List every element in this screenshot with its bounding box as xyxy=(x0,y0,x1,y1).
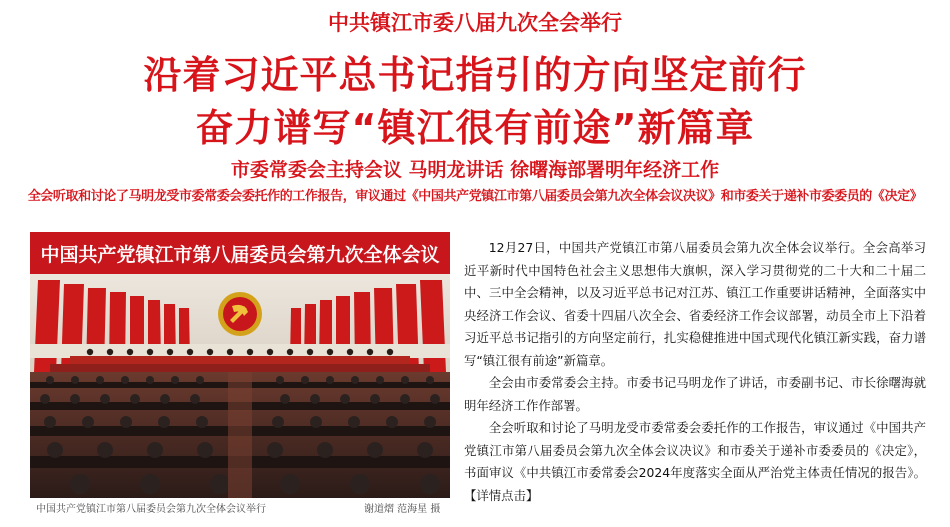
subheadline: 市委常委会主持会议 马明龙讲话 徐曙海部署明年经济工作 xyxy=(230,159,720,181)
article-paragraph-3-text: 全会听取和讨论了马明龙受市委常委会委托作的工作报告，审议通过《中国共产党镇江市第八届委员会第九次全体会议决议》和市委关于递补市委委员的《决定》，书面审议《中共镇江市委常委会2024年度落实全面从严治党主体责任情况的报告》。 xyxy=(464,420,926,480)
article-paragraph-3 xyxy=(464,417,926,507)
photo-credit: 谢道熠 范海星 摄 xyxy=(364,504,441,515)
headline-line-1: 沿着习近平总书记指引的方向坚定前行 xyxy=(143,53,807,97)
meeting-photo xyxy=(30,232,450,498)
photo-caption: 中国共产党镇江市第八届委员会第九次全体会议举行 xyxy=(36,504,266,515)
deck-summary: 全会听取和讨论了马明龙受市委常委会委托作的工作报告，审议通过《中国共产党镇江市第八届委员会第九次全体会议决议》和市委关于递补市委委员的《决定》 xyxy=(27,189,923,204)
article-paragraph-2: 全会由市委常委会主持。市委书记马明龙作了讲话，市委副书记、市长徐曙海就明年经济工作作部署。 xyxy=(464,375,926,413)
headline-line-2: 奋力谱写“镇江很有前途”新篇章 xyxy=(195,106,755,150)
article-paragraph-1: 12月27日，中国共产党镇江市第八届委员会第九次全体会议举行。全会高举习近平新时代中国特色社会主义思想伟大旗帜，深入学习贯彻党的二十大和二十届二中、三中全会精神，以及习近平总书记对江苏、镇江工作重要讲话精神，全面落实中央经济工作会议、省委十四届八次全会、省委经济工作会议部署，动员全市上下沿着习近平总书记指引的方向坚定前行，扎实稳健推进中国式现代化镇江新实践，奋力谱写“镇江很有前途”新篇章。 xyxy=(464,240,926,368)
kicker-title: 中共镇江市委八届九次全会举行 xyxy=(328,10,622,35)
banner-text: 中国共产党镇江市第八届委员会第九次全体会议 xyxy=(40,244,440,266)
article-body xyxy=(464,237,926,507)
read-more-link[interactable]: 【详情点击】 xyxy=(464,487,539,503)
